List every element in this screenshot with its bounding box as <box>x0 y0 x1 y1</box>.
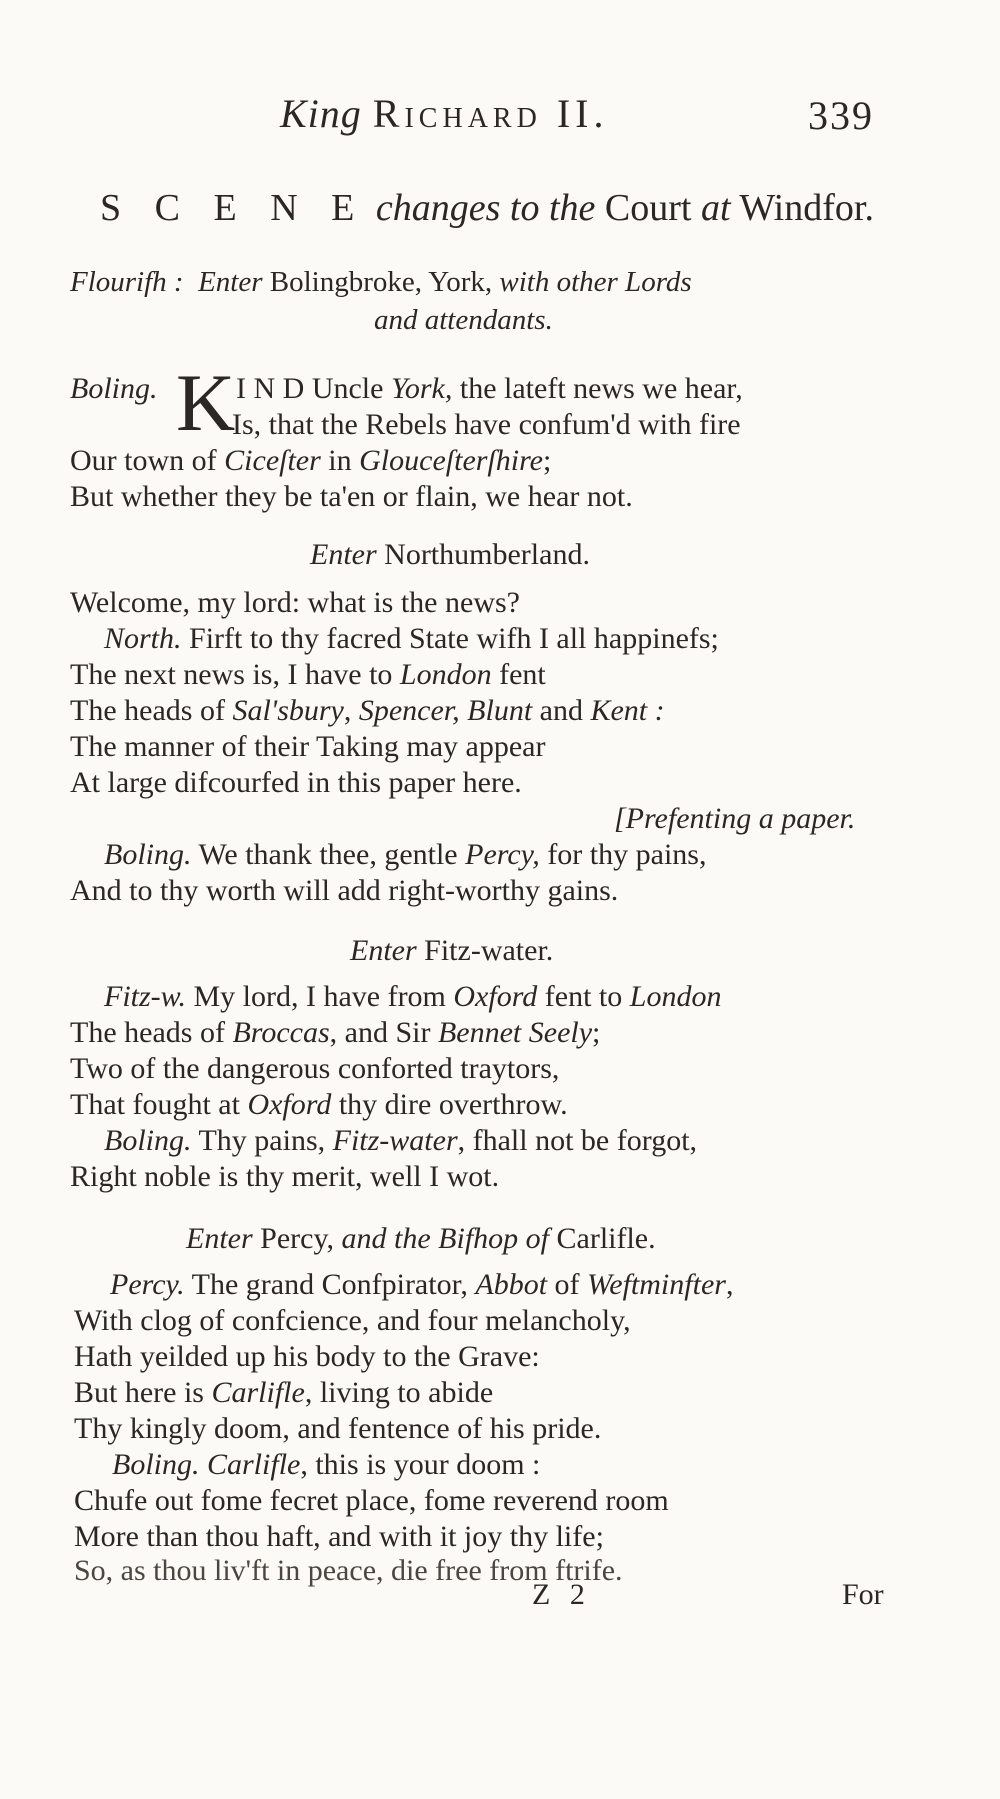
speaker: Boling. <box>104 838 192 871</box>
verse-italic: Weftminfter <box>587 1268 726 1301</box>
verse-italic: Oxford <box>247 1088 332 1121</box>
scene-label: S C E N E <box>100 187 367 229</box>
direction-line2: and attendants. <box>374 304 553 336</box>
verse-line <box>112 1450 540 1480</box>
verse-line <box>74 1378 493 1408</box>
speaker: North. <box>104 622 182 655</box>
stage-direction <box>350 936 553 966</box>
verse-line <box>70 482 633 512</box>
running-head-king: King <box>280 91 362 136</box>
verse-text: ; <box>592 1016 601 1049</box>
verse-text: for thy pains, <box>547 838 707 871</box>
verse-text: , living to abide <box>304 1376 494 1409</box>
verse-italic: Blunt <box>467 694 533 727</box>
verse-text: We thank thee, gentle <box>198 838 458 871</box>
verse-text: So, as thou liv'ft in peace, die free from ftrife. <box>74 1554 623 1587</box>
verse-line <box>74 1486 669 1516</box>
verse-line <box>74 1522 604 1552</box>
verse-italic: York, <box>390 372 453 405</box>
scene-at: at <box>700 187 731 229</box>
verse-text: fent to <box>544 980 623 1013</box>
verse-text: Thy kingly doom, and fentence of his pride. <box>74 1412 602 1445</box>
verse-text: The heads of <box>70 1016 225 1049</box>
verse-text: The next news is, I have to <box>70 658 393 691</box>
verse-text: Is, that the Rebels have confum'd with fire <box>232 408 741 441</box>
verse-line <box>70 1054 559 1084</box>
verse-text: Thy pains, <box>198 1124 326 1157</box>
verse-text: Hath yeilded up his body to the Grave: <box>74 1340 540 1373</box>
verse-text: With clog of confcience, and four melancholy, <box>74 1304 631 1337</box>
verse-text: , <box>725 1268 734 1301</box>
verse-italic: Broccas <box>232 1016 330 1049</box>
verse-italic: Fitz-water <box>332 1124 458 1157</box>
verse-line <box>74 1342 540 1372</box>
verse-text: fent <box>499 658 546 691</box>
verse-text: ; <box>542 444 552 477</box>
direction-names: Bolingbroke, York, <box>269 266 493 298</box>
verse-line <box>70 1162 499 1192</box>
direction-with: with other Lords <box>499 266 692 298</box>
direction-enter: Enter <box>310 538 377 571</box>
direction-enter: Enter <box>350 934 417 967</box>
verse-text: But whether they be ta'en or flain, we hear not. <box>70 480 633 513</box>
verse-text: , and Sir <box>329 1016 431 1049</box>
verse-text: I N D Uncle <box>236 372 384 405</box>
verse-text: , <box>343 694 352 727</box>
verse-line <box>104 982 721 1012</box>
catchword: For <box>842 1578 884 1611</box>
verse-italic: Ciceſter <box>224 444 321 477</box>
direction-name: Percy, <box>260 1222 335 1255</box>
verse-text: thy dire overthrow. <box>338 1088 568 1121</box>
verse-text: , this is your doom : <box>300 1448 541 1481</box>
verse-text: And to thy worth will add right-worthy gains. <box>70 874 619 907</box>
verse-text: the lateft news we hear, <box>459 372 743 405</box>
stage-direction-cont <box>374 306 553 335</box>
verse-text: My lord, I have from <box>193 980 446 1013</box>
verse-line <box>70 1090 568 1120</box>
running-head-title: Richard II. <box>372 91 609 136</box>
verse-italic: London <box>399 658 492 691</box>
verse-text: in <box>328 444 352 477</box>
direction-enter: Enter <box>186 1222 253 1255</box>
speaker: Percy. <box>110 1268 185 1301</box>
verse-italic: Sal'sbury <box>232 694 344 727</box>
stage-direction <box>614 804 855 834</box>
verse-line <box>74 1306 631 1336</box>
verse-line <box>70 374 158 404</box>
verse-text: Two of the dangerous conforted traytors, <box>70 1052 560 1085</box>
stage-direction <box>70 268 692 297</box>
verse-line <box>104 840 706 870</box>
verse-text: of <box>554 1268 580 1301</box>
verse-italic: Spencer, <box>358 694 460 727</box>
verse-line <box>70 588 520 618</box>
verse-line <box>70 660 546 690</box>
verse-italic: Oxford <box>453 980 538 1013</box>
speaker: Boling. <box>112 1448 200 1481</box>
speaker: Boling. <box>104 1124 192 1157</box>
verse-line <box>236 374 743 404</box>
verse-line <box>232 410 741 440</box>
verse-line <box>70 1018 600 1048</box>
verse-text: Welcome, my lord: what is the news? <box>70 586 520 619</box>
verse-italic: Carlifle <box>207 1448 301 1481</box>
verse-line <box>74 1414 601 1444</box>
verse-italic: Kent : <box>590 694 665 727</box>
direction-enter: Enter <box>198 266 263 298</box>
verse-italic: Abbot <box>475 1268 548 1301</box>
verse-text: That fought at <box>70 1088 240 1121</box>
page-number: 339 <box>808 93 874 138</box>
verse-italic: Percy, <box>465 838 540 871</box>
verse-italic: London <box>629 980 722 1013</box>
verse-line <box>70 876 618 906</box>
verse-text: The grand Confpirator, <box>191 1268 468 1301</box>
direction-presenting: [Prefenting a paper. <box>614 802 856 835</box>
verse-text: Our town of <box>70 444 217 477</box>
verse-text: , fhall not be forgot, <box>457 1124 698 1157</box>
verse-text: Firft to thy facred State wifh I all happinefs; <box>189 622 719 655</box>
stage-direction <box>310 540 590 570</box>
drop-cap: K <box>176 357 236 448</box>
direction-name: Northumberland. <box>384 538 590 571</box>
running-head <box>280 90 608 137</box>
speaker: Fitz-w. <box>104 980 186 1013</box>
verse-text: Right noble is thy merit, well I wot. <box>70 1160 500 1193</box>
stage-direction <box>186 1224 656 1254</box>
verse-line <box>70 696 665 726</box>
scene-place: Windfor. <box>739 187 874 229</box>
verse-line <box>104 624 719 654</box>
verse-text: The manner of their Taking may appear <box>70 730 546 763</box>
verse-line <box>70 768 522 798</box>
signature-mark: Z 2 <box>532 1578 591 1611</box>
verse-text: and <box>539 694 583 727</box>
direction-flourish: Flourifh : <box>70 266 184 298</box>
verse-italic: Carlifle <box>211 1376 305 1409</box>
verse-text: The heads of <box>70 694 225 727</box>
speaker: Boling. <box>70 372 158 405</box>
verse-line <box>70 446 551 476</box>
verse-line <box>70 732 546 762</box>
direction-name: Fitz-water. <box>424 934 554 967</box>
verse-text: More than thou haft, and with it joy thy life; <box>74 1520 604 1553</box>
verse-text: Chufe out fome fecret place, fome reverend room <box>74 1484 669 1517</box>
direction-name: Carlifle. <box>556 1222 656 1255</box>
verse-italic: Glouceſterſhire <box>359 444 543 477</box>
verse-line <box>104 1126 697 1156</box>
verse-line <box>110 1270 733 1300</box>
scene-heading <box>100 186 874 230</box>
verse-text: But here is <box>74 1376 204 1409</box>
verse-text: At large difcourfed in this paper here. <box>70 766 522 799</box>
scene-court: Court <box>604 187 692 229</box>
verse-italic: Bennet Seely <box>437 1016 593 1049</box>
direction-italic: and the Bifhop of <box>341 1222 549 1255</box>
scene-changes: changes to the <box>375 187 596 229</box>
